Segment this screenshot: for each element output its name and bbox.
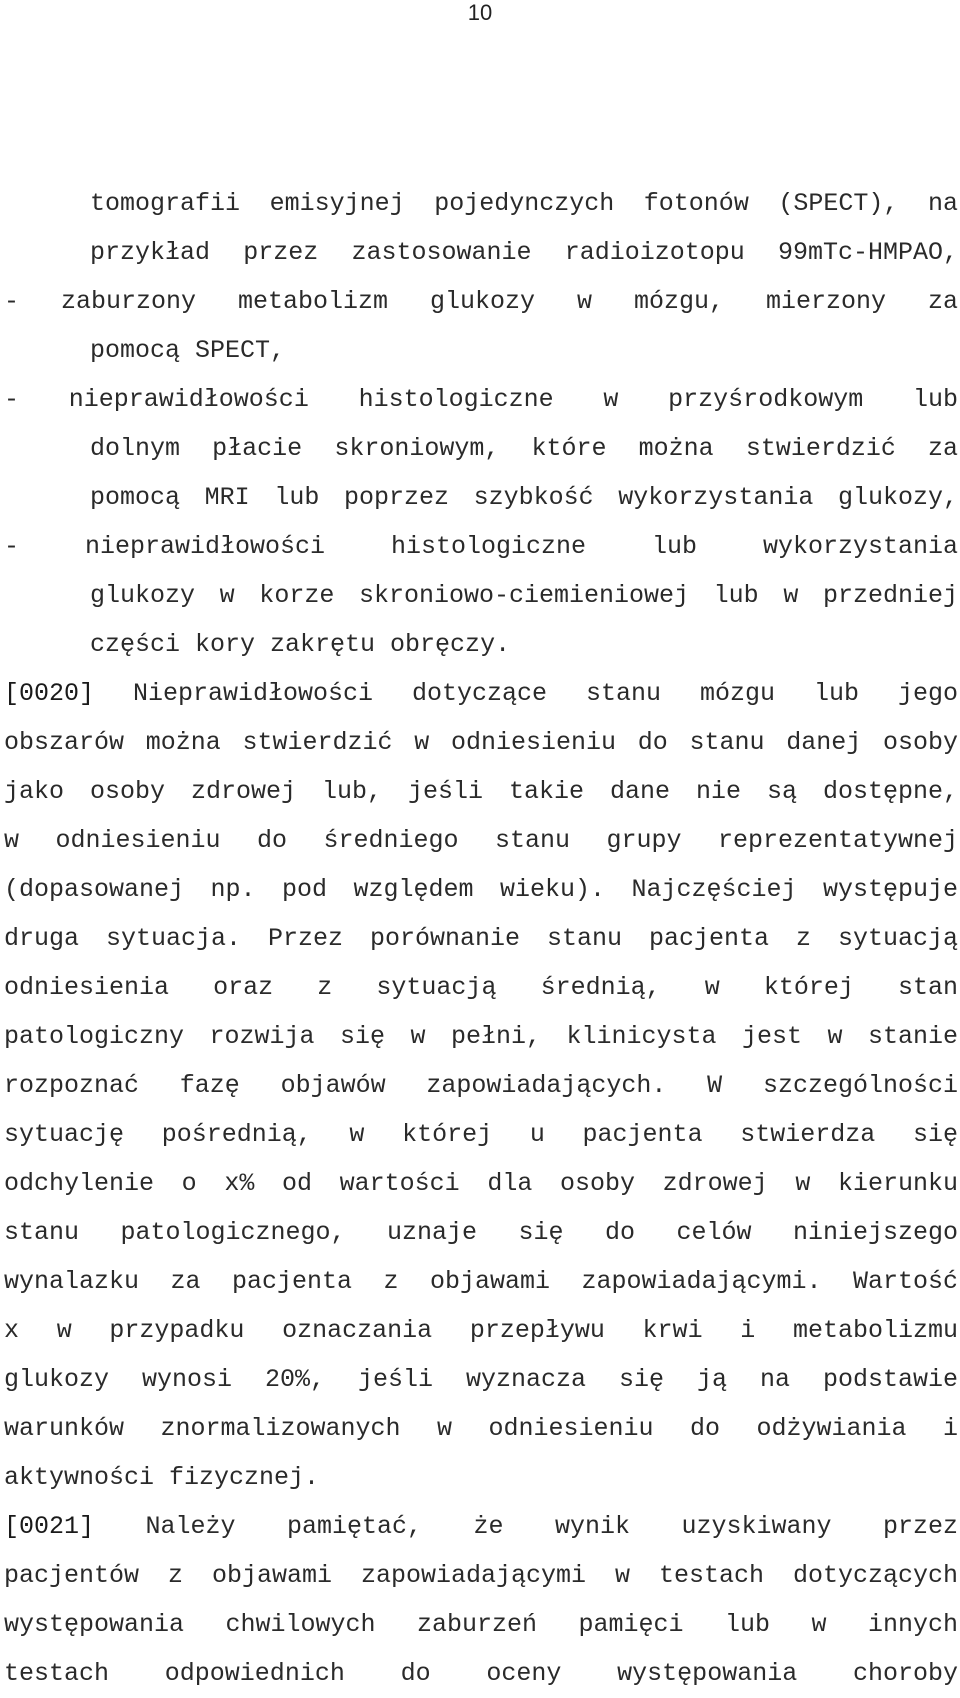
- paragraph-line: (dopasowanej np. pod względem wieku). Najczęściej występuje: [4, 875, 958, 904]
- paragraph-0021: [4, 1502, 958, 1698]
- paragraph-line: warunków znormalizowanych w odniesieniu do odżywiania i: [4, 1414, 958, 1443]
- paragraph-line: testach odpowiednich do oceny występowania choroby: [4, 1659, 958, 1688]
- paragraph-line: występowania chwilowych zaburzeń pamięci lub w innych: [4, 1610, 958, 1639]
- paragraph-text: Należy pamiętać, że wynik uzyskiwany przez: [94, 1512, 958, 1541]
- paragraph-number: [0020]: [4, 679, 95, 708]
- paragraph-line: aktywności fizycznej.: [4, 1463, 320, 1492]
- list-item: - nieprawidłowości histologiczne w przyśrodkowym lub: [4, 385, 958, 414]
- paragraph-line: rozpoznać fazę objawów zapowiadających. W szczególności: [4, 1071, 958, 1100]
- paragraph-line: glukozy wynosi 20%, jeśli wyznacza się ją na podstawie: [4, 1365, 958, 1394]
- list-line: tomografii emisyjnej pojedynczych fotonów (SPECT), na: [90, 189, 958, 218]
- paragraph-text: Nieprawidłowości dotyczące stanu mózgu lub jego: [94, 679, 958, 708]
- document-body: [4, 179, 958, 1698]
- paragraph-line: sytuację pośrednią, w której u pacjenta stwierdza się: [4, 1120, 958, 1149]
- paragraph-line: obszarów można stwierdzić w odniesieniu do stanu danej osoby: [4, 728, 958, 757]
- paragraph-line: druga sytuacja. Przez porównanie stanu pacjenta z sytuacją: [4, 924, 958, 953]
- paragraph-line: stanu patologicznego, uznaje się do celów niniejszego: [4, 1218, 958, 1247]
- paragraph-line: odniesienia oraz z sytuacją średnią, w której stan: [4, 973, 958, 1002]
- list-line: pomocą SPECT,: [90, 336, 286, 365]
- paragraph-number: [0021]: [4, 1512, 95, 1541]
- page-number: 10: [467, 0, 493, 25]
- list-item: - zaburzony metabolizm glukozy w mózgu, mierzony za: [4, 287, 958, 316]
- list-line: pomocą MRI lub poprzez szybkość wykorzystania glukozy,: [90, 483, 958, 512]
- paragraph-line: jako osoby zdrowej lub, jeśli takie dane nie są dostępne,: [4, 777, 958, 806]
- list-line: glukozy w korze skroniowo-ciemieniowej lub w przedniej: [90, 581, 958, 610]
- list-line: przykład przez zastosowanie radioizotopu 99mTc-HMPAO,: [90, 238, 958, 267]
- paragraph-line: x w przypadku oznaczania przepływu krwi i metabolizmu: [4, 1316, 958, 1345]
- paragraph-line: odchylenie o x% od wartości dla osoby zdrowej w kierunku: [4, 1169, 958, 1198]
- list-line: dolnym płacie skroniowym, które można stwierdzić za: [90, 434, 958, 463]
- list-continuation: [4, 179, 958, 669]
- paragraph-first-line: [4, 669, 958, 718]
- list-line: części kory zakrętu obręczy.: [90, 630, 511, 659]
- paragraph-line: pacjentów z objawami zapowiadającymi w testach dotyczących: [4, 1561, 958, 1590]
- paragraph-0020: [4, 669, 958, 1502]
- paragraph-first-line: [4, 1502, 958, 1551]
- list-item: - nieprawidłowości histologiczne lub wykorzystania: [4, 532, 958, 561]
- paragraph-line: w odniesieniu do średniego stanu grupy reprezentatywnej: [4, 826, 958, 855]
- paragraph-line: patologiczny rozwija się w pełni, klinicysta jest w stanie: [4, 1022, 958, 1051]
- paragraph-line: wynalazku za pacjenta z objawami zapowiadającymi. Wartość: [4, 1267, 958, 1296]
